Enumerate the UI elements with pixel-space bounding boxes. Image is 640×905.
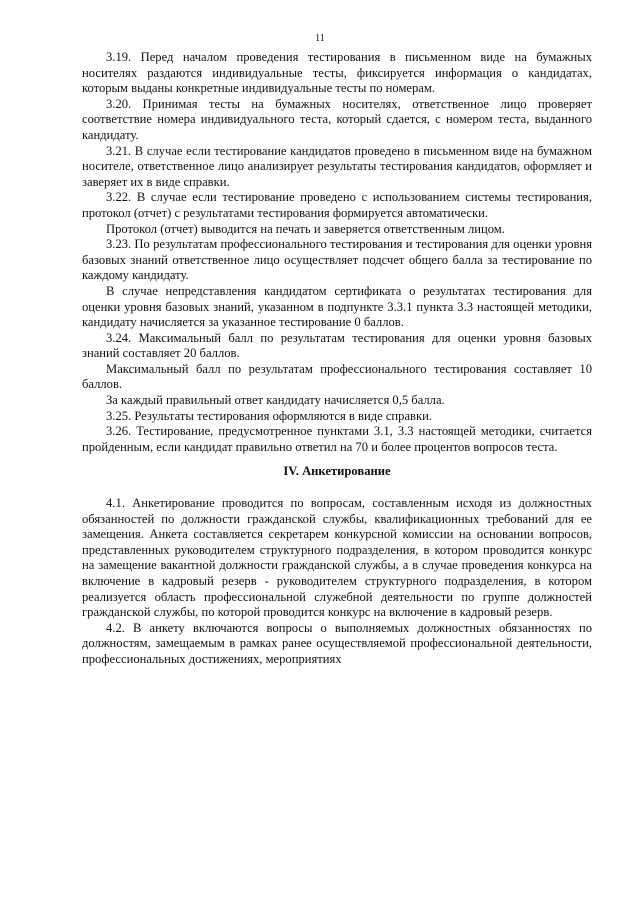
paragraph-3-21: 3.21. В случае если тестирование кандидатов проведено в письменном виде на бумажном носителе, ответственное лицо анализирует результаты тестирования кандидатов, оформляет и заверяет их в виде справки. (82, 143, 592, 189)
paragraph-3-23: 3.23. По результатам профессионального тестирования и тестирования для оценки уровня базовых знаний ответственное лицо осуществляет подсчет общего балла за тестирование по каждому кандидату. (82, 237, 592, 283)
document-body (82, 50, 592, 668)
section-heading: IV. Анкетирование (283, 464, 391, 479)
paragraph-3-24: 3.24. Максимальный балл по результатам тестирования для оценки уровня базовых знаний составляет 20 баллов. (82, 330, 592, 361)
paragraph-no-certificate: В случае непредставления кандидатом сертификата о результатах тестирования для оценки уровня базовых знаний, указанном в подпункте 3.3.1 пункта 3.3 настоящей методики, кандидату начисляется за указанное тестирование 0 баллов. (82, 283, 592, 330)
paragraph-3-25: 3.25. Результаты тестирования оформляются в виде справки. (106, 408, 433, 423)
paragraph-3-22: 3.22. В случае если тестирование проведено с использованием системы тестирования, протокол (отчет) с результатами тестирования формируется автоматически. (82, 190, 592, 220)
paragraph-protocol: Протокол (отчет) выводится на печать и заверяется ответственным лицом. (106, 221, 505, 236)
paragraph-3-19: 3.19. Перед началом проведения тестирования в письменном виде на бумажных носителях раздаются индивидуальные тесты, фиксируется информация о кандидатах, которым выданы конкретные индивидуальные тесты по номерам. (82, 50, 592, 96)
paragraph-3-20: 3.20. Принимая тесты на бумажных носителях, ответственное лицо проверяет соответствие номера индивидуального теста, который сдается, с номером теста, выданного кандидату. (82, 96, 592, 142)
paragraph-points-per-answer: За каждый правильный ответ кандидату начисляется 0,5 балла. (106, 393, 445, 408)
page-number: 11 (315, 33, 325, 44)
paragraph-max-score: Максимальный балл по результатам профессионального тестирования составляет 10 баллов. (82, 361, 592, 392)
paragraph-4-1: 4.1. Анкетирование проводится по вопросам, составленным исходя из должностных обязанностей по должности гражданской службы, квалификационных требований для ее замещения. Анкета составляется секретарем конкурсной комиссии на основании вопросов, представленных руководителем структурного подразделения, в котором проводится конкурс на замещение вакантной должности гражданской службы, а в случае проведения конкурса на включение в кадровый резерв - руководителем структурного подразделения, в котором реализуется область профессиональной служебной деятельности по группе должностей гражданской службы, по которой проводится конкурс на включение в кадровый резерв. (82, 496, 592, 620)
paragraph-4-2: 4.2. В анкету включаются вопросы о выполняемых должностных обязанностях по должностям, замещаемым в рамках ранее осуществляемой профессиональной деятельности, профессиональных достижениях, мероприятиях (82, 620, 592, 666)
paragraph-3-26: 3.26. Тестирование, предусмотренное пунктами 3.1, 3.3 настоящей методики, считается пройденным, если кандидат правильно ответил на 70 и более процентов вопросов теста. (82, 424, 592, 454)
